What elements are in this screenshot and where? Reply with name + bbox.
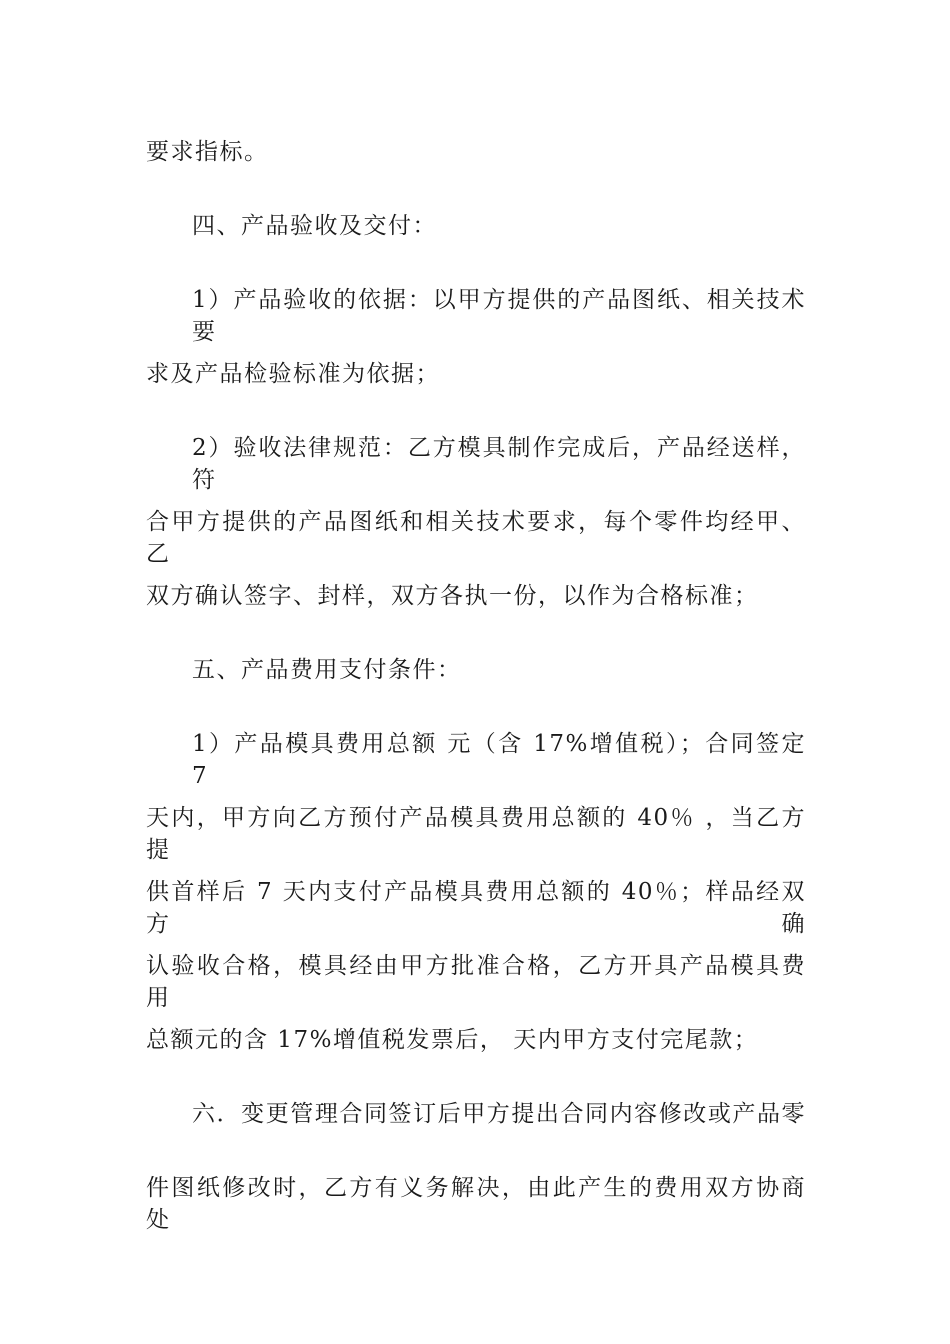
section-heading-4: 四、产品验收及交付： [192, 213, 437, 239]
clause-5-1-line-3: 供首样后 7 天内支付产品模具费用总额的 40％；样品经双方确 [146, 879, 806, 937]
section-heading-5: 五、产品费用支付条件： [192, 657, 462, 683]
clause-5-1-line-1: 1）产品模具费用总额 元（含 17%增值税）；合同签定 7 [192, 731, 806, 789]
clause-5-1-line-5: 总额元的含 17%增值税发票后， 天内甲方支付完尾款； [146, 1027, 759, 1053]
paragraph-line-continuation: 要求指标。 [146, 139, 269, 165]
clause-4-1-line-1: 1）产品验收的依据：以甲方提供的产品图纸、相关技术要 [192, 287, 806, 345]
clause-4-2-line-2: 合甲方提供的产品图纸和相关技术要求，每个零件均经甲、乙 [146, 509, 806, 567]
clause-4-2-line-1: 2）验收法律规范：乙方模具制作完成后，产品经送样，符 [192, 435, 806, 493]
section-6-line-1: 六．变更管理合同签订后甲方提出合同内容修改或产品零 [192, 1101, 806, 1127]
clause-4-2-line-3: 双方确认签字、封样，双方各执一份，以作为合格标准； [146, 583, 759, 609]
section-6-line-2: 件图纸修改时，乙方有义务解决，由此产生的费用双方协商处 [146, 1175, 806, 1233]
clause-5-1-line-2: 天内，甲方向乙方预付产品模具费用总额的 40％ ，当乙方提 [146, 805, 806, 863]
clause-4-1-line-2: 求及产品检验标准为依据； [146, 361, 440, 387]
clause-5-1-line-4: 认验收合格，模具经由甲方批准合格，乙方开具产品模具费用 [146, 953, 806, 1011]
